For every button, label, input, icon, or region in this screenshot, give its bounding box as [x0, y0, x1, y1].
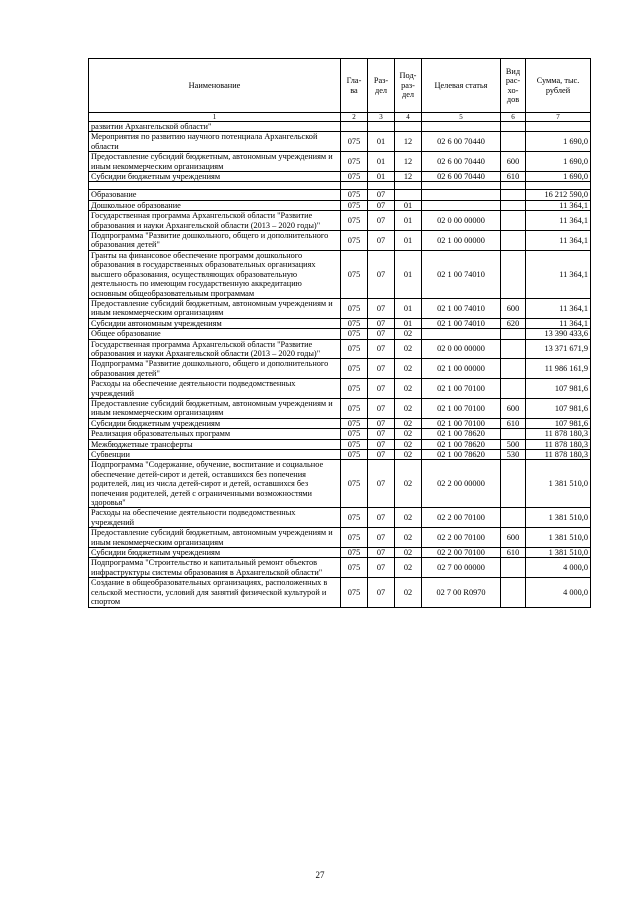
row-section: 07 [368, 231, 395, 251]
table-row [89, 190, 591, 200]
row-name: Предоставление субсидий бюджетным, автономным учреждениям и иным некоммерческим организациям [89, 152, 341, 172]
row-expense-type: 610 [501, 418, 526, 428]
table-row [89, 172, 591, 182]
row-expense-type [501, 508, 526, 528]
row-name: Государственная программа Архангельской области "Развитие образования и науки Архангельской области (2013 – 2020 годы)" [89, 339, 341, 359]
row-expense-type [501, 359, 526, 379]
row-target-article: 02 1 00 74010 [422, 298, 501, 318]
column-number: 2 [341, 113, 368, 122]
row-target-article: 02 2 00 70100 [422, 548, 501, 558]
row-chapter: 075 [341, 548, 368, 558]
row-section [368, 122, 395, 132]
row-name: Подпрограмма "Содержание, обучение, воспитание и социальное обеспечение детей-сирот и детей, оставшихся без попечения родителей, лиц из числа детей-сирот и детей, оставшихся без попечения родителей, детей с ограниченными возможностями здоровья" [89, 460, 341, 508]
row-target-article [422, 329, 501, 339]
row-target-article: 02 1 00 78620 [422, 450, 501, 460]
row-subsection [395, 190, 422, 200]
row-name: Расходы на обеспечение деятельности подведомственных учреждений [89, 508, 341, 528]
row-subsection: 12 [395, 132, 422, 152]
row-subsection: 02 [395, 558, 422, 578]
row-name: Подпрограмма "Развитие дошкольного, общего и дополнительного образования детей" [89, 231, 341, 251]
row-chapter: 075 [341, 578, 368, 607]
row-expense-type: 600 [501, 152, 526, 172]
row-section: 07 [368, 460, 395, 508]
row-expense-type [501, 379, 526, 399]
row-sum: 4 000,0 [526, 578, 591, 607]
row-sum: 1 381 510,0 [526, 460, 591, 508]
row-target-article [422, 190, 501, 200]
row-expense-type: 610 [501, 172, 526, 182]
row-section: 07 [368, 318, 395, 328]
row-target-article: 02 1 00 70100 [422, 418, 501, 428]
header-section: Раз-дел [368, 59, 395, 113]
row-expense-type: 620 [501, 318, 526, 328]
row-expense-type [501, 200, 526, 210]
row-name: Субсидии бюджетным учреждениям [89, 172, 341, 182]
row-subsection: 01 [395, 200, 422, 210]
row-sum: 107 981,6 [526, 418, 591, 428]
row-chapter: 075 [341, 190, 368, 200]
row-chapter [341, 122, 368, 132]
row-expense-type: 600 [501, 298, 526, 318]
table-row [89, 359, 591, 379]
row-section: 07 [368, 250, 395, 298]
row-target-article: 02 1 00 78620 [422, 439, 501, 449]
row-chapter: 075 [341, 418, 368, 428]
row-section: 07 [368, 418, 395, 428]
table-row [89, 200, 591, 210]
row-target-article [422, 122, 501, 132]
row-sum: 1 381 510,0 [526, 508, 591, 528]
row-name: развитии Архангельской области" [89, 122, 341, 132]
row-sum: 1 690,0 [526, 152, 591, 172]
row-section: 01 [368, 132, 395, 152]
row-sum: 4 000,0 [526, 558, 591, 578]
row-expense-type: 530 [501, 450, 526, 460]
row-section: 07 [368, 211, 395, 231]
row-name: Государственная программа Архангельской области "Развитие образования и науки Архангельской области (2013 – 2020 годы)" [89, 211, 341, 231]
empty-cell [368, 182, 395, 190]
row-name: Субсидии автономным учреждениям [89, 318, 341, 328]
row-target-article: 02 1 00 78620 [422, 429, 501, 439]
row-chapter: 075 [341, 339, 368, 359]
row-sum: 11 364,1 [526, 211, 591, 231]
row-sum: 11 878 180,3 [526, 429, 591, 439]
row-name: Образование [89, 190, 341, 200]
table-row [89, 122, 591, 132]
row-name: Субсидии бюджетным учреждениям [89, 548, 341, 558]
row-sum: 11 364,1 [526, 250, 591, 298]
row-section: 07 [368, 450, 395, 460]
row-sum: 11 878 180,3 [526, 439, 591, 449]
row-chapter: 075 [341, 231, 368, 251]
row-target-article: 02 6 00 70440 [422, 132, 501, 152]
row-target-article: 02 2 00 00000 [422, 460, 501, 508]
table-row [89, 152, 591, 172]
row-section: 07 [368, 379, 395, 399]
row-name: Дошкольное образование [89, 200, 341, 210]
row-section: 07 [368, 359, 395, 379]
row-expense-type [501, 460, 526, 508]
row-chapter: 075 [341, 558, 368, 578]
row-name: Расходы на обеспечение деятельности подведомственных учреждений [89, 379, 341, 399]
header-target-article: Целевая статья [422, 59, 501, 113]
row-subsection: 02 [395, 548, 422, 558]
row-section: 07 [368, 528, 395, 548]
row-chapter: 075 [341, 359, 368, 379]
row-subsection: 02 [395, 508, 422, 528]
row-subsection [395, 122, 422, 132]
row-subsection: 01 [395, 231, 422, 251]
empty-cell [89, 182, 341, 190]
row-expense-type: 600 [501, 398, 526, 418]
row-section: 07 [368, 578, 395, 607]
row-section: 07 [368, 329, 395, 339]
column-number: 6 [501, 113, 526, 122]
header-name: Наименование [89, 59, 341, 113]
row-expense-type [501, 250, 526, 298]
row-subsection: 01 [395, 298, 422, 318]
row-section: 07 [368, 339, 395, 359]
row-chapter: 075 [341, 172, 368, 182]
table-header [89, 59, 591, 122]
table-row [89, 339, 591, 359]
row-expense-type [501, 429, 526, 439]
table-row [89, 398, 591, 418]
header-sum: Сумма, тыс. рублей [526, 59, 591, 113]
table-row [89, 508, 591, 528]
empty-cell [395, 182, 422, 190]
row-sum: 11 364,1 [526, 318, 591, 328]
header-chapter: Гла-ва [341, 59, 368, 113]
row-sum: 11 364,1 [526, 231, 591, 251]
row-target-article: 02 0 00 00000 [422, 211, 501, 231]
column-number: 1 [89, 113, 341, 122]
row-section: 07 [368, 548, 395, 558]
row-subsection: 12 [395, 172, 422, 182]
row-section: 07 [368, 298, 395, 318]
row-expense-type [501, 231, 526, 251]
table-row [89, 460, 591, 508]
row-expense-type [501, 578, 526, 607]
row-target-article: 02 7 00 00000 [422, 558, 501, 578]
row-chapter: 075 [341, 398, 368, 418]
row-subsection: 02 [395, 418, 422, 428]
row-name: Предоставление субсидий бюджетным, автономным учреждениям и иным некоммерческим организациям [89, 398, 341, 418]
table-row [89, 429, 591, 439]
row-sum: 1 690,0 [526, 132, 591, 152]
row-sum: 107 981,6 [526, 379, 591, 399]
row-section: 07 [368, 558, 395, 578]
row-subsection: 02 [395, 450, 422, 460]
row-expense-type: 610 [501, 548, 526, 558]
empty-cell [422, 182, 501, 190]
row-expense-type: 500 [501, 439, 526, 449]
budget-table [88, 58, 591, 608]
table-row [89, 548, 591, 558]
row-sum: 1 381 510,0 [526, 528, 591, 548]
row-chapter: 075 [341, 429, 368, 439]
row-sum: 11 364,1 [526, 298, 591, 318]
row-name: Общее образование [89, 329, 341, 339]
row-subsection: 12 [395, 152, 422, 172]
page-number: 27 [315, 870, 325, 880]
row-section: 07 [368, 398, 395, 418]
row-subsection: 02 [395, 578, 422, 607]
row-section: 01 [368, 172, 395, 182]
row-sum: 1 381 510,0 [526, 548, 591, 558]
row-sum: 107 981,6 [526, 398, 591, 418]
row-chapter: 075 [341, 439, 368, 449]
row-name: Предоставление субсидий бюджетным, автономным учреждениям и иным некоммерческим организациям [89, 298, 341, 318]
row-chapter: 075 [341, 460, 368, 508]
table-row [89, 211, 591, 231]
row-chapter: 075 [341, 329, 368, 339]
row-chapter: 075 [341, 318, 368, 328]
row-sum: 16 212 590,0 [526, 190, 591, 200]
row-target-article: 02 7 00 R0970 [422, 578, 501, 607]
row-subsection: 01 [395, 211, 422, 231]
row-target-article: 02 1 00 00000 [422, 231, 501, 251]
row-target-article: 02 6 00 70440 [422, 152, 501, 172]
row-name: Мероприятия по развитию научного потенциала Архангельской области [89, 132, 341, 152]
row-target-article [422, 200, 501, 210]
row-chapter: 075 [341, 298, 368, 318]
header-expense-type: Вид рас-хо-дов [501, 59, 526, 113]
table-row [89, 450, 591, 460]
row-expense-type [501, 339, 526, 359]
row-expense-type [501, 211, 526, 231]
row-expense-type [501, 132, 526, 152]
table-row [89, 379, 591, 399]
row-section: 07 [368, 439, 395, 449]
column-number: 7 [526, 113, 591, 122]
row-subsection: 02 [395, 398, 422, 418]
table-row [89, 528, 591, 548]
row-subsection: 01 [395, 318, 422, 328]
table-row [89, 318, 591, 328]
row-sum: 11 986 161,9 [526, 359, 591, 379]
row-chapter: 075 [341, 211, 368, 231]
table-row [89, 132, 591, 152]
empty-cell [501, 182, 526, 190]
row-target-article: 02 1 00 70100 [422, 379, 501, 399]
row-section: 01 [368, 152, 395, 172]
row-sum: 1 690,0 [526, 172, 591, 182]
row-name: Реализация образовательных программ [89, 429, 341, 439]
row-sum: 11 364,1 [526, 200, 591, 210]
row-subsection: 02 [395, 528, 422, 548]
row-section: 07 [368, 429, 395, 439]
table-row [89, 439, 591, 449]
row-chapter: 075 [341, 250, 368, 298]
row-name: Межбюджетные трансферты [89, 439, 341, 449]
row-subsection: 02 [395, 379, 422, 399]
row-section: 07 [368, 508, 395, 528]
row-section: 07 [368, 200, 395, 210]
row-expense-type [501, 122, 526, 132]
row-chapter: 075 [341, 200, 368, 210]
row-chapter: 075 [341, 450, 368, 460]
row-chapter: 075 [341, 152, 368, 172]
column-number: 4 [395, 113, 422, 122]
row-target-article: 02 1 00 00000 [422, 359, 501, 379]
row-subsection: 02 [395, 460, 422, 508]
row-subsection: 02 [395, 339, 422, 359]
row-subsection: 02 [395, 329, 422, 339]
row-target-article: 02 1 00 70100 [422, 398, 501, 418]
header-subsection: Под-раз-дел [395, 59, 422, 113]
row-chapter: 075 [341, 132, 368, 152]
empty-cell [341, 182, 368, 190]
table-body [89, 122, 591, 608]
row-target-article: 02 6 00 70440 [422, 172, 501, 182]
row-subsection: 02 [395, 439, 422, 449]
row-name: Подпрограмма "Развитие дошкольного, общего и дополнительного образования детей" [89, 359, 341, 379]
table-row [89, 418, 591, 428]
row-sum [526, 122, 591, 132]
row-chapter: 075 [341, 508, 368, 528]
row-sum: 13 390 433,6 [526, 329, 591, 339]
row-target-article: 02 1 00 74010 [422, 250, 501, 298]
column-number: 3 [368, 113, 395, 122]
empty-cell [526, 182, 591, 190]
row-name: Гранты на финансовое обеспечение программ дошкольного образования в государственных образовательных организациях высшего образования, осуществляющих образовательную деятельность по имеющим государственную аккредитацию основным общеобразовательным программам [89, 250, 341, 298]
row-target-article: 02 2 00 70100 [422, 528, 501, 548]
row-subsection: 02 [395, 359, 422, 379]
row-subsection: 02 [395, 429, 422, 439]
table-row [89, 578, 591, 607]
table-row [89, 298, 591, 318]
row-name: Субвенции [89, 450, 341, 460]
row-name: Создание в общеобразовательных организациях, расположенных в сельской местности, условий для занятий физической культурой и спортом [89, 578, 341, 607]
row-expense-type [501, 558, 526, 578]
row-name: Подпрограмма "Строительство и капитальный ремонт объектов инфраструктуры системы образования в Архангельской области" [89, 558, 341, 578]
row-target-article: 02 1 00 74010 [422, 318, 501, 328]
table-row [89, 329, 591, 339]
row-target-article: 02 0 00 00000 [422, 339, 501, 359]
row-expense-type [501, 190, 526, 200]
row-section: 07 [368, 190, 395, 200]
table-row [89, 231, 591, 251]
row-name: Предоставление субсидий бюджетным, автономным учреждениям и иным некоммерческим организациям [89, 528, 341, 548]
row-name: Субсидии бюджетным учреждениям [89, 418, 341, 428]
column-number: 5 [422, 113, 501, 122]
row-subsection: 01 [395, 250, 422, 298]
table-row [89, 558, 591, 578]
table-row [89, 250, 591, 298]
row-expense-type: 600 [501, 528, 526, 548]
table-gap-row [89, 182, 591, 190]
row-expense-type [501, 329, 526, 339]
row-chapter: 075 [341, 379, 368, 399]
row-sum: 11 878 180,3 [526, 450, 591, 460]
row-chapter: 075 [341, 528, 368, 548]
row-target-article: 02 2 00 70100 [422, 508, 501, 528]
row-sum: 13 371 671,9 [526, 339, 591, 359]
